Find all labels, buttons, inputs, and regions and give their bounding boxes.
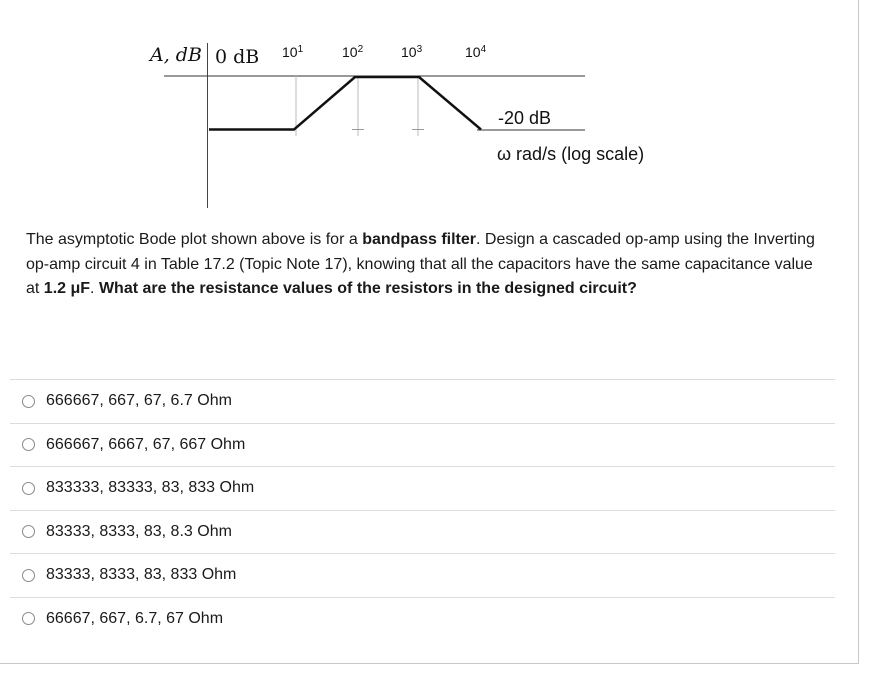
answer-option[interactable] <box>10 466 835 510</box>
x-axis-label: ω rad/s (log scale) <box>497 144 645 164</box>
answer-options <box>10 379 835 640</box>
radio-button[interactable] <box>22 612 35 625</box>
answer-option[interactable] <box>10 510 835 554</box>
zero-db-label: 0 dB <box>215 46 260 68</box>
answer-option-label: 83333, 8333, 83, 833 Ohm <box>46 566 237 584</box>
answer-option-label: 833333, 83333, 83, 833 Ohm <box>46 479 255 497</box>
answer-option-label: 666667, 667, 67, 6.7 Ohm <box>46 392 232 410</box>
answer-option-label: 66667, 667, 6.7, 67 Ohm <box>46 609 224 627</box>
answer-option-label: 666667, 6667, 67, 667 Ohm <box>46 435 246 453</box>
answer-option[interactable] <box>10 379 835 423</box>
freq-tick-label: $10^3$ <box>401 44 423 60</box>
answer-option[interactable] <box>10 553 835 597</box>
radio-button[interactable] <box>22 482 35 495</box>
level-label: -20 dB <box>498 108 552 128</box>
radio-button[interactable] <box>22 525 35 538</box>
freq-tick-label: $10^1$ <box>282 44 304 60</box>
freq-tick-label: $10^4$ <box>465 44 487 60</box>
answer-option[interactable] <box>10 423 835 467</box>
radio-button[interactable] <box>22 438 35 451</box>
radio-button[interactable] <box>22 569 35 582</box>
radio-button[interactable] <box>22 395 35 408</box>
question-text: The asymptotic Bode plot shown above is for a bandpass filter. Design a cascaded op-amp using the Inverting op-amp circuit 4 in Table 17.2 (Topic Note 17), knowing that all the capacitors have the same capacitance value at 1.2 μF. What are the resistance values of the resistors in the designed circuit? <box>26 231 815 297</box>
y-axis-label: A, dB <box>150 44 202 66</box>
answer-option[interactable] <box>10 597 835 641</box>
bode-plot <box>0 0 892 220</box>
bode-asymptote <box>209 77 481 130</box>
freq-tick-label: $10^2$ <box>342 44 364 60</box>
answer-option-label: 83333, 8333, 83, 8.3 Ohm <box>46 522 232 540</box>
